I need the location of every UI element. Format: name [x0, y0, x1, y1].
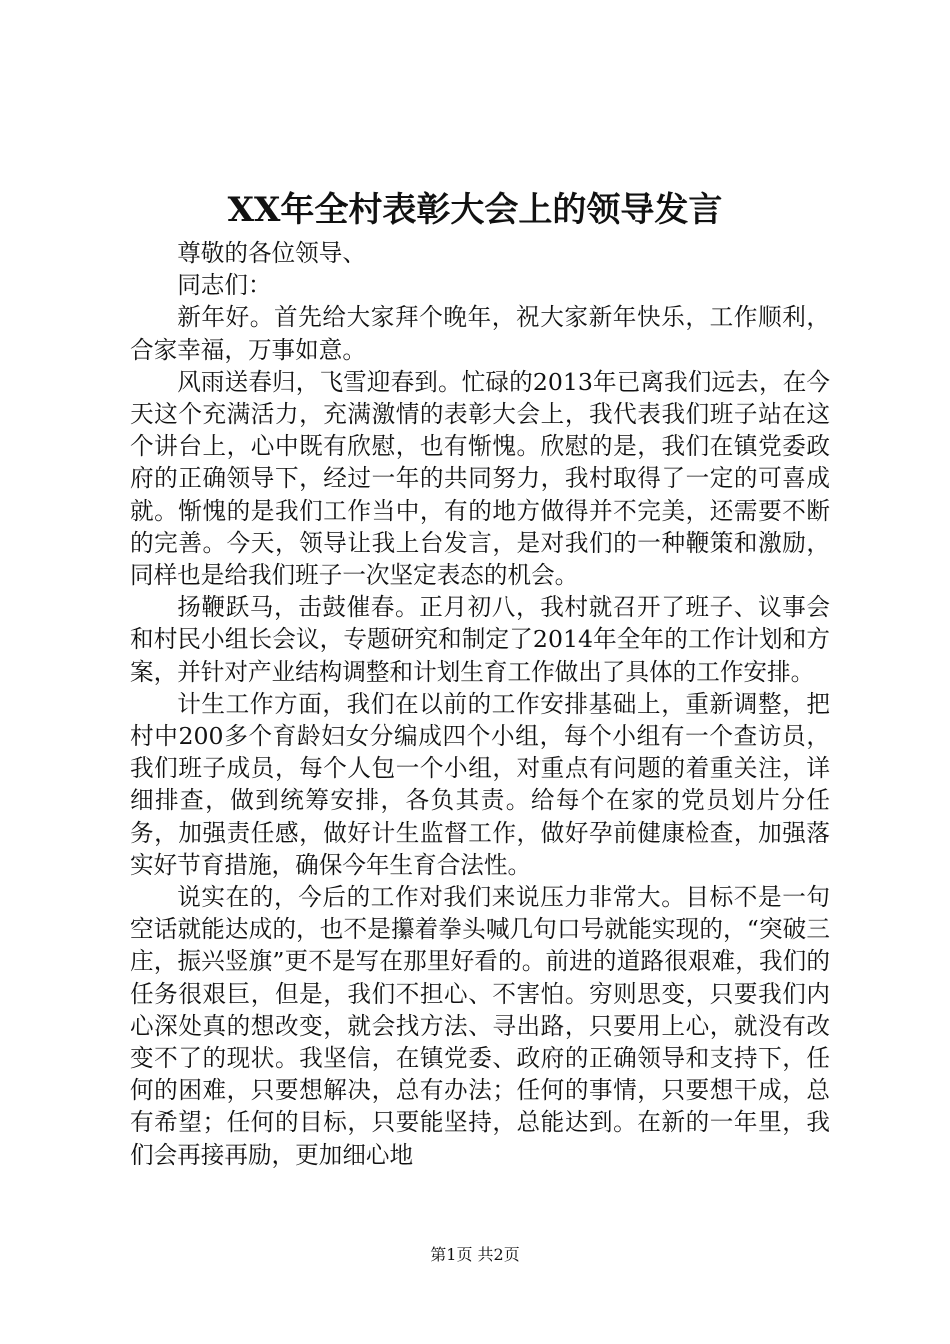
salutation-line-2: 同志们： [177, 271, 272, 300]
document-body [130, 237, 830, 1171]
paragraph-greeting: 新年好。首先给大家拜个晚年，祝大家新年快乐，工作顺利，合家幸福，万事如意。 [130, 303, 830, 364]
document-title: XX年全村表彰大会上的领导发言 [227, 190, 723, 230]
paragraph-family-planning: 计生工作方面，我们在以前的工作安排基础上，重新调整，把村中200多个育龄妇女分编成四个小组，每个小组有一个查访员，我们班子成员，每个人包一个小组，对重点有问题的着重关注，详细排查，做到统筹安排，各负其责。给每个在家的党员划片分任务，加强责任感，做好计生监督工作，做好孕前健康检查，加强落实好节育措施，确保今年生育合法性。 [130, 689, 830, 879]
paragraph-review: 风雨送春归，飞雪迎春到。忙碌的2013年已离我们远去，在今天这个充满活力，充满激情的表彰大会上，我代表我们班子站在这个讲台上，心中既有欣慰，也有惭愧。欣慰的是，我们在镇党委政府的正确领导下，经过一年的共同努力，我村取得了一定的可喜成就。惭愧的是我们工作当中，有的地方做得并不完美，还需要不断的完善。今天，领导让我上台发言，是对我们的一种鞭策和激励，同样也是给我们班子一次坚定表态的机会。 [130, 367, 830, 590]
page-footer: 第1页 共2页 [430, 1245, 520, 1264]
salutation-line-1: 尊敬的各位领导、 [177, 239, 366, 267]
paragraph-outlook: 说实在的，今后的工作对我们来说压力非常大。目标不是一句空话就能达成的，也不是攥着拳头喊几句口号就能实现的，“突破三庄，振兴竖旗”更不是写在那里好看的。前进的道路很艰难，我们的任务很艰巨，但是，我们不担心、不害怕。穷则思变，只要我们内心深处真的想改变，就会找方法、寻出路，只要用上心，就没有改变不了的现状。我坚信，在镇党委、政府的正确领导和支持下，任何的困难，只要想解决，总有办法；任何的事情，只要想干成，总有希望；任何的目标，只要能坚持，总能达到。在新的一年里，我们会再接再励，更加细心地 [130, 883, 830, 1169]
paragraph-planning: 扬鞭跃马，击鼓催春。正月初八，我村就召开了班子、议事会和村民小组长会议，专题研究和制定了2014年全年的工作计划和方案，并针对产业结构调整和计划生育工作做出了具体的工作安排。 [130, 593, 830, 686]
